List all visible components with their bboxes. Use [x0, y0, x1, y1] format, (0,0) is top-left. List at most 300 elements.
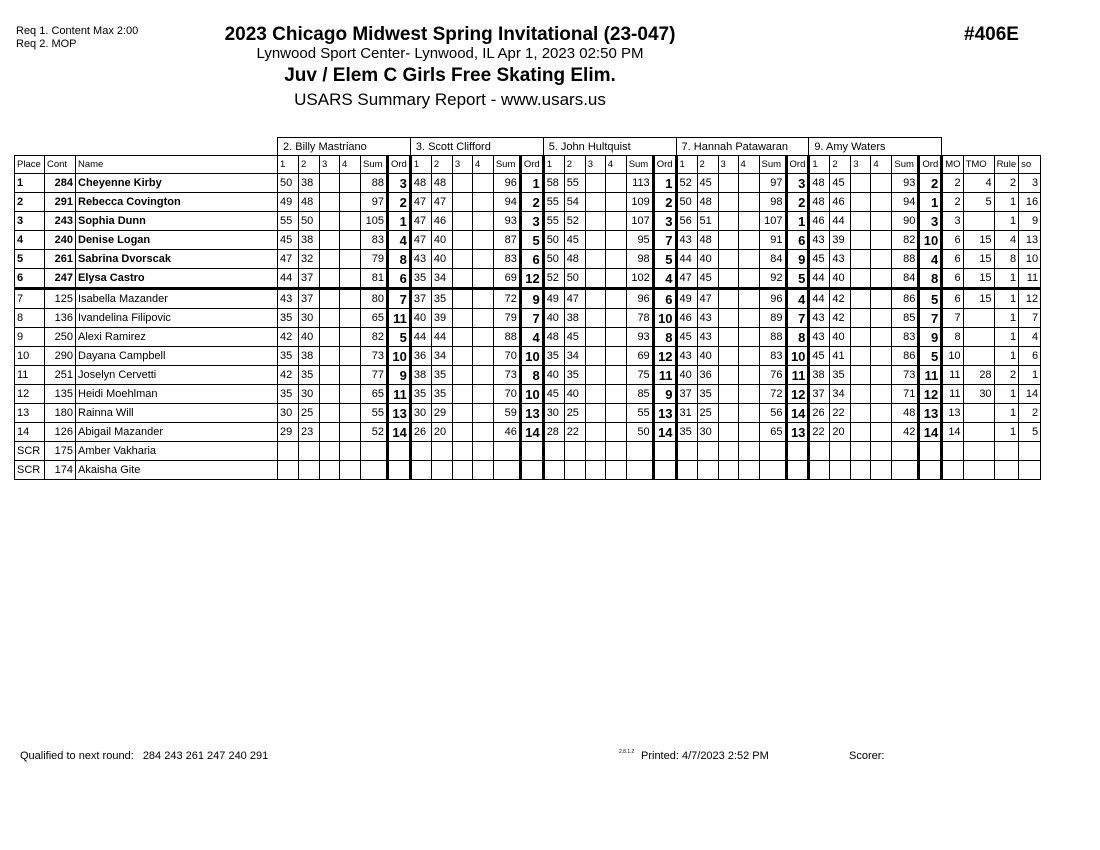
judge-score: 42	[830, 309, 851, 328]
column-header-row	[15, 156, 1041, 174]
tiebreak-cell: 1	[994, 423, 1019, 442]
judge-score: 37	[809, 385, 830, 404]
tiebreak-cell: 11	[942, 366, 963, 385]
judge-score: 73	[361, 347, 388, 366]
judge-score: 50	[543, 250, 564, 269]
place-cell: 10	[15, 347, 45, 366]
tiebreak-cell: 12	[1019, 289, 1041, 309]
judge-score	[564, 461, 585, 480]
judge-score: 42	[278, 328, 299, 347]
judge-score: 43	[697, 328, 718, 347]
judge-score	[851, 461, 871, 480]
judge-score	[320, 174, 340, 193]
judge-score: 35	[431, 289, 452, 309]
judge-score	[320, 347, 340, 366]
judge-score	[851, 404, 871, 423]
event-title: Juv / Elem C Girls Free Skating Elim.	[284, 65, 616, 86]
judge-score	[320, 442, 340, 461]
judge-score	[452, 347, 472, 366]
scorer-label: Scorer:	[849, 750, 885, 762]
place-cell: 14	[15, 423, 45, 442]
judge-score	[738, 328, 759, 347]
judge-score: 34	[431, 269, 452, 289]
judge-score	[718, 328, 738, 347]
judge-ordinal	[520, 442, 543, 461]
judge-score	[340, 269, 361, 289]
judge-score	[605, 404, 626, 423]
judge-score: 36	[410, 347, 431, 366]
judge-ordinal	[653, 442, 676, 461]
judge-score: 86	[892, 347, 919, 366]
judge-score: 45	[830, 174, 851, 193]
judge-ordinal: 13	[653, 404, 676, 423]
event-number: #406E	[964, 24, 1019, 45]
column-header: Ord	[388, 156, 411, 174]
contestant-number: 291	[45, 193, 76, 212]
judge-score: 48	[410, 174, 431, 193]
judge-score: 48	[564, 250, 585, 269]
skater-name: Denise Logan	[76, 231, 278, 250]
judge-ordinal: 10	[653, 309, 676, 328]
tiebreak-cell: 6	[942, 269, 963, 289]
judge-ordinal	[520, 461, 543, 480]
judge-score	[410, 442, 431, 461]
column-header: Ord	[919, 156, 942, 174]
qualified-label: Qualified to next round:	[20, 750, 134, 762]
judge-ordinal: 12	[919, 385, 942, 404]
judge-score	[830, 442, 851, 461]
tiebreak-cell: 8	[942, 328, 963, 347]
judge-ordinal: 1	[653, 174, 676, 193]
judge-score	[452, 193, 472, 212]
judge-score	[851, 193, 871, 212]
judge-ordinal: 8	[653, 328, 676, 347]
judge-score	[452, 309, 472, 328]
judge-score: 72	[493, 289, 520, 309]
judge-score: 45	[564, 231, 585, 250]
judge-score	[851, 309, 871, 328]
judge-ordinal: 12	[653, 347, 676, 366]
judge-score	[718, 193, 738, 212]
judge-score: 48	[543, 328, 564, 347]
column-header: 3	[718, 156, 738, 174]
tiebreak-cell: 6	[942, 231, 963, 250]
judge-score: 96	[626, 289, 653, 309]
judge-score: 52	[564, 212, 585, 231]
tiebreak-cell: 5	[1019, 423, 1041, 442]
judge-score: 48	[697, 193, 718, 212]
judge-score	[585, 269, 605, 289]
judge-score	[851, 289, 871, 309]
tiebreak-cell: 7	[1019, 309, 1041, 328]
judge-score	[738, 385, 759, 404]
judge-score	[605, 366, 626, 385]
judge-score	[472, 423, 493, 442]
judge-ordinal: 1	[919, 193, 942, 212]
judge-score	[340, 366, 361, 385]
judge-score: 50	[543, 231, 564, 250]
judge-score	[738, 289, 759, 309]
place-cell: 5	[15, 250, 45, 269]
judge-score	[585, 250, 605, 269]
judge-score: 90	[892, 212, 919, 231]
judge-score: 48	[431, 174, 452, 193]
judge-score	[871, 250, 892, 269]
judge-score: 55	[564, 174, 585, 193]
judge-score: 38	[410, 366, 431, 385]
column-header: Ord	[653, 156, 676, 174]
judge-score: 65	[361, 385, 388, 404]
judge-score	[472, 212, 493, 231]
judge-ordinal: 2	[388, 193, 411, 212]
judge-score: 50	[564, 269, 585, 289]
judge-ordinal: 3	[520, 212, 543, 231]
judge-score: 30	[278, 404, 299, 423]
table-row	[15, 250, 1041, 269]
place-cell: 4	[15, 231, 45, 250]
judge-score: 47	[410, 193, 431, 212]
judge-ordinal	[786, 461, 809, 480]
judge-score	[738, 193, 759, 212]
judge-score: 70	[493, 385, 520, 404]
tiebreak-cell: 15	[963, 289, 994, 309]
judge-score	[452, 366, 472, 385]
judge-name: 5. John Hultquist	[543, 138, 676, 156]
judge-ordinal: 12	[786, 385, 809, 404]
judge-score	[340, 193, 361, 212]
tiebreak-cell: 1	[994, 269, 1019, 289]
judge-score	[472, 309, 493, 328]
judge-score: 45	[278, 231, 299, 250]
judge-score	[472, 269, 493, 289]
qualified-section	[20, 750, 268, 762]
judge-score: 45	[697, 269, 718, 289]
judge-score: 65	[361, 309, 388, 328]
judge-score	[718, 289, 738, 309]
place-cell: 13	[15, 404, 45, 423]
judge-score: 46	[431, 212, 452, 231]
contestant-number: 125	[45, 289, 76, 309]
judge-score	[871, 461, 892, 480]
table-row	[15, 193, 1041, 212]
place-cell: 1	[15, 174, 45, 193]
tiebreak-cell: 2	[994, 366, 1019, 385]
column-header: Ord	[520, 156, 543, 174]
judge-ordinal	[919, 442, 942, 461]
column-header: 2	[830, 156, 851, 174]
judge-score: 44	[278, 269, 299, 289]
column-header: Ord	[786, 156, 809, 174]
judge-score: 22	[809, 423, 830, 442]
judge-score: 81	[361, 269, 388, 289]
judge-score	[871, 289, 892, 309]
judge-score: 40	[676, 366, 697, 385]
judge-score: 88	[759, 328, 786, 347]
judge-score: 50	[278, 174, 299, 193]
judge-score	[340, 250, 361, 269]
judge-score	[472, 347, 493, 366]
judge-score: 49	[278, 193, 299, 212]
judge-ordinal: 9	[653, 385, 676, 404]
judge-score	[452, 385, 472, 404]
judge-score: 98	[759, 193, 786, 212]
judge-score	[472, 385, 493, 404]
judge-score: 38	[564, 309, 585, 328]
judge-score	[738, 347, 759, 366]
judge-ordinal: 14	[786, 404, 809, 423]
judge-ordinal: 7	[653, 231, 676, 250]
tiebreak-cell	[1019, 461, 1041, 480]
contestant-number: 174	[45, 461, 76, 480]
judge-score: 89	[759, 309, 786, 328]
skater-name: Ivandelina Filipovic	[76, 309, 278, 328]
judge-score: 35	[676, 423, 697, 442]
judge-score: 30	[543, 404, 564, 423]
judge-score	[738, 366, 759, 385]
judge-score	[871, 269, 892, 289]
judge-score: 96	[759, 289, 786, 309]
judge-score: 43	[809, 309, 830, 328]
judge-score: 40	[299, 328, 320, 347]
judge-score: 52	[361, 423, 388, 442]
judge-ordinal: 3	[919, 212, 942, 231]
version-mark: 2.8.1.2	[619, 749, 635, 755]
tiebreak-cell	[963, 309, 994, 328]
judge-score: 91	[759, 231, 786, 250]
judge-score	[340, 404, 361, 423]
judge-score	[605, 385, 626, 404]
tiebreak-cell	[963, 212, 994, 231]
judge-score: 93	[892, 174, 919, 193]
judge-score: 88	[361, 174, 388, 193]
contestant-number: 250	[45, 328, 76, 347]
judge-ordinal	[653, 461, 676, 480]
judge-score	[718, 309, 738, 328]
judge-score: 83	[759, 347, 786, 366]
column-header: 4	[472, 156, 493, 174]
judge-score	[738, 212, 759, 231]
judge-score: 43	[809, 231, 830, 250]
judge-score: 43	[410, 250, 431, 269]
judge-score	[340, 328, 361, 347]
judge-score	[340, 385, 361, 404]
judge-score	[472, 442, 493, 461]
judge-score	[892, 461, 919, 480]
judge-score	[320, 231, 340, 250]
judge-score	[320, 250, 340, 269]
judge-score: 25	[299, 404, 320, 423]
skater-name: Joselyn Cervetti	[76, 366, 278, 385]
judge-score	[452, 404, 472, 423]
judge-ordinal: 5	[786, 269, 809, 289]
judge-score: 44	[676, 250, 697, 269]
judge-score	[605, 423, 626, 442]
judge-ordinal: 1	[786, 212, 809, 231]
tiebreak-cell: 11	[942, 385, 963, 404]
tiebreak-cell: 4	[963, 174, 994, 193]
judge-ordinal: 13	[388, 404, 411, 423]
judge-ordinal: 11	[653, 366, 676, 385]
place-cell: 7	[15, 289, 45, 309]
table-row	[15, 404, 1041, 423]
skater-name: Akaisha Gite	[76, 461, 278, 480]
judge-score	[851, 385, 871, 404]
judge-ordinal: 10	[520, 385, 543, 404]
judge-score	[871, 231, 892, 250]
judge-score	[605, 250, 626, 269]
skater-name: Rebecca Covington	[76, 193, 278, 212]
judge-score: 44	[809, 269, 830, 289]
judge-score: 82	[892, 231, 919, 250]
judge-ordinal: 1	[388, 212, 411, 231]
judge-ordinal: 8	[786, 328, 809, 347]
judge-score: 113	[626, 174, 653, 193]
judge-ordinal: 11	[786, 366, 809, 385]
table-row	[15, 366, 1041, 385]
judge-score: 46	[830, 193, 851, 212]
judge-score	[585, 385, 605, 404]
tiebreak-cell	[963, 461, 994, 480]
skater-name: Sabrina Dvorscak	[76, 250, 278, 269]
place-cell: 12	[15, 385, 45, 404]
judge-score	[320, 269, 340, 289]
judge-score: 35	[299, 366, 320, 385]
column-header: 1	[410, 156, 431, 174]
tiebreak-cell: 1	[994, 328, 1019, 347]
judge-score: 30	[299, 309, 320, 328]
judge-ordinal: 2	[653, 193, 676, 212]
qualified-list: 284 243 261 247 240 291	[142, 750, 269, 762]
contestant-number: 126	[45, 423, 76, 442]
column-header: TMO	[963, 156, 994, 174]
judge-score	[718, 212, 738, 231]
judge-score	[605, 347, 626, 366]
tiebreak-cell: 1	[1019, 366, 1041, 385]
judge-score	[452, 174, 472, 193]
contestant-number: 261	[45, 250, 76, 269]
judge-score	[472, 231, 493, 250]
judge-score	[452, 423, 472, 442]
judge-score	[605, 442, 626, 461]
judge-score: 34	[431, 347, 452, 366]
tiebreak-cell: 8	[994, 250, 1019, 269]
judge-score	[320, 328, 340, 347]
judge-ordinal: 7	[388, 289, 411, 309]
tiebreak-cell	[963, 404, 994, 423]
tiebreak-cell: 5	[963, 193, 994, 212]
judge-score	[585, 174, 605, 193]
contestant-number: 243	[45, 212, 76, 231]
judge-score: 96	[493, 174, 520, 193]
table-row	[15, 289, 1041, 309]
column-header: 3	[320, 156, 340, 174]
tiebreak-cell: 13	[1019, 231, 1041, 250]
printed-date: Printed: 4/7/2023 2:52 PM	[641, 750, 769, 762]
judge-score	[718, 404, 738, 423]
judge-score	[718, 231, 738, 250]
judge-score	[585, 423, 605, 442]
judge-score: 42	[278, 366, 299, 385]
judge-score	[718, 366, 738, 385]
judge-score: 80	[361, 289, 388, 309]
judge-score: 69	[626, 347, 653, 366]
judge-score: 40	[830, 269, 851, 289]
judge-score: 48	[809, 193, 830, 212]
tiebreak-cell	[963, 347, 994, 366]
judge-score	[585, 347, 605, 366]
contestant-number: 135	[45, 385, 76, 404]
judge-score: 84	[892, 269, 919, 289]
judge-name: 9. Amy Waters	[809, 138, 942, 156]
judge-score: 52	[543, 269, 564, 289]
judge-score	[340, 231, 361, 250]
judge-ordinal: 5	[653, 250, 676, 269]
contestant-number: 180	[45, 404, 76, 423]
column-header: 3	[851, 156, 871, 174]
judge-score	[851, 269, 871, 289]
judge-score: 35	[410, 385, 431, 404]
judge-score: 48	[892, 404, 919, 423]
judge-score: 47	[410, 212, 431, 231]
judge-score: 109	[626, 193, 653, 212]
judge-ordinal: 10	[919, 231, 942, 250]
judge-score: 40	[431, 231, 452, 250]
judge-score	[871, 442, 892, 461]
column-header: Sum	[892, 156, 919, 174]
judge-ordinal: 5	[919, 289, 942, 309]
column-header-cont: Cont	[45, 156, 76, 174]
judge-score	[472, 174, 493, 193]
judge-score: 92	[759, 269, 786, 289]
tiebreak-cell: 4	[1019, 328, 1041, 347]
tiebreak-cell: 1	[994, 385, 1019, 404]
judge-score: 55	[361, 404, 388, 423]
contestant-number: 251	[45, 366, 76, 385]
judge-score	[278, 461, 299, 480]
judge-score	[738, 231, 759, 250]
judge-score: 46	[809, 212, 830, 231]
judge-score	[361, 442, 388, 461]
place-cell: 8	[15, 309, 45, 328]
judge-ordinal: 5	[919, 347, 942, 366]
table-row	[15, 461, 1041, 480]
judge-score: 48	[809, 174, 830, 193]
judge-score	[472, 250, 493, 269]
judge-score: 35	[278, 347, 299, 366]
judge-score	[340, 309, 361, 328]
table-row	[15, 328, 1041, 347]
contestant-number: 284	[45, 174, 76, 193]
judge-score	[340, 289, 361, 309]
judge-score	[340, 174, 361, 193]
judge-score: 23	[299, 423, 320, 442]
judge-score: 65	[759, 423, 786, 442]
judge-score	[851, 250, 871, 269]
table-row	[15, 442, 1041, 461]
judge-score	[605, 269, 626, 289]
judge-ordinal: 7	[786, 309, 809, 328]
place-cell: SCR	[15, 461, 45, 480]
judge-score: 85	[626, 385, 653, 404]
requirement-2: Req 2. MOP	[16, 38, 77, 50]
tiebreak-cell: 6	[942, 289, 963, 309]
column-header: Rule	[994, 156, 1019, 174]
judge-score	[543, 461, 564, 480]
judge-score: 88	[493, 328, 520, 347]
judge-score	[320, 309, 340, 328]
judge-ordinal: 9	[919, 328, 942, 347]
skater-name: Dayana Campbell	[76, 347, 278, 366]
